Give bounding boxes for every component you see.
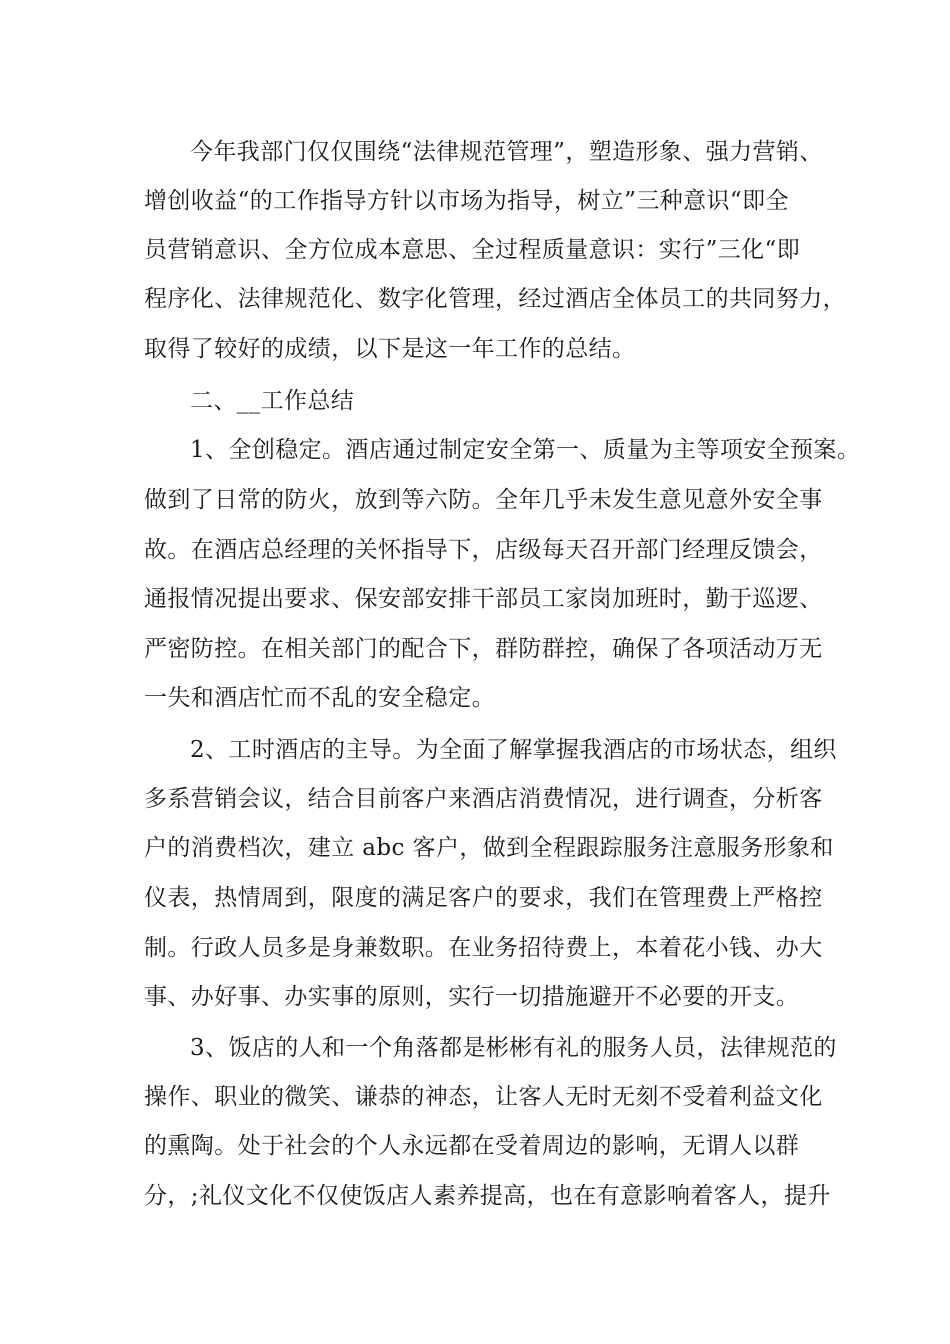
text-line: 仪表，热情周到，限度的满足客户的要求，我们在管理费上严格控 [144,885,823,911]
text-line: 一失和酒店忙而不乱的安全稳定。 [144,685,495,711]
text-line: 多系营销会议，结合目前客户来酒店消费情况，进行调查，分析客 [144,786,823,812]
text-line: 取得了较好的成绩，以下是这一年工作的总结。 [144,336,636,362]
text-line: 3、饭店的人和一个角落都是彬彬有礼的服务人员，法律规范的 [190,1035,837,1061]
text-line: 事、办好事、办实事的原则，实行一切措施避开不必要的开支。 [144,984,800,1010]
text-line: 1、全创稳定。酒店通过制定安全第一、质量为主等项安全预案。 [190,437,861,463]
text-line: 通报情况提出要求、保安部安排干部员工家岗加班时，勤于巡逻、 [144,586,823,612]
text-line: 制。行政人员多是身兼数职。在业务招待费上，本着花小钱、办大 [144,935,823,961]
text-line: 故。在酒店总经理的关怀指导下，店级每天召开部门经理反馈会， [144,537,823,563]
text-line: 增创收益“的工作指导方针以市场为指导，树立”三种意识“即全 [144,188,789,214]
text-line: 分，;礼仪文化不仅使饭店人素养提高，也在有意影响着客人，提升 [144,1183,831,1209]
text-line: 做到了日常的防火，放到等六防。全年几乎未发生意见意外安全事 [144,487,823,513]
text-line: 操作、职业的微笑、谦恭的神态，让客人无时无刻不受着利益文化 [144,1084,823,1110]
text-line: 程序化、法律规范化、数字化管理，经过酒店全体员工的共同努力， [144,286,846,312]
text-line: 户的消费档次，建立 abc 客户，做到全程跟踪服务注意服务形象和 [144,835,834,861]
text-line: 2、工时酒店的主导。为全面了解掌握我酒店的市场状态，组织 [190,737,837,763]
text-line: 今年我部门仅仅围绕“法律规范管理”，塑造形象、强力营销、 [190,139,823,165]
text-line: 员营销意识、全方位成本意思、全过程质量意识：实行”三化“即 [144,237,801,263]
text-line: 严密防控。在相关部门的配合下，群防群控，确保了各项活动万无 [144,636,823,662]
text-line: 的熏陶。处于社会的个人永远都在受着周边的影响，无谓人以群 [144,1133,800,1159]
section-heading: 二、__工作总结 [190,388,355,414]
